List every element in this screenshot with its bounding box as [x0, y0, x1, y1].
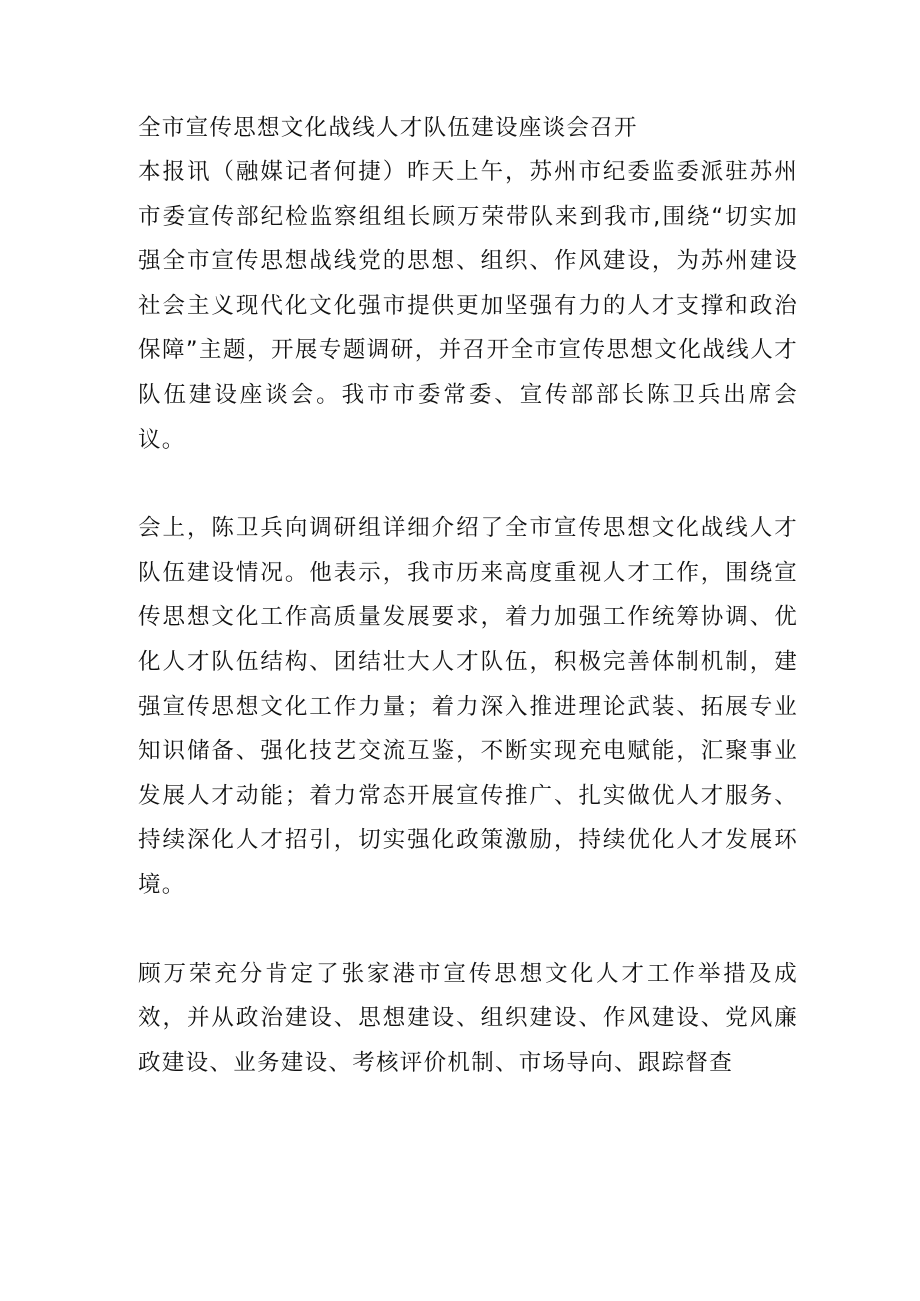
- paragraph-remarks: 顾万荣充分肯定了张家港市宣传思想文化人才工作举措及成效，并从政治建设、思想建设、组织建设、作风建设、党风廉政建设、业务建设、考核评价机制、市场导向、跟踪督查: [138, 960, 798, 1076]
- paragraph-meeting: 会上，陈卫兵向调研组详细介绍了全市宣传思想文化战线人才队伍建设情况。他表示，我市历来高度重视人才工作，围绕宣传思想文化工作高质量发展要求，着力加强工作统筹协调、优化人才队伍结构、团结壮大人才队伍，积极完善体制机制，建强宣传思想文化工作力量；着力深入推进理论武装、拓展专业知识储备、强化技艺交流互鉴，不断实现充电赋能，汇聚事业发展人才动能；着力常态开展宣传推广、扎实做优人才服务、持续深化人才招引，切实强化政策激励，持续优化人才发展环境。: [138, 515, 798, 898]
- article-title: 全市宣传思想文化战线人才队伍建设座谈会召开: [138, 115, 638, 141]
- paragraph-intro: 本报讯（融媒记者何捷）昨天上午，苏州市纪委监委派驻苏州市委宣传部纪检监察组组长顾万荣带队来到我市,围绕“切实加强全市宣传思想战线党的思想、组织、作风建设，为苏州建设社会主义现代化文化强市提供更加坚强有力的人才支撑和政治保障”主题，开展专题调研，并召开全市宣传思想文化战线人才队伍建设座谈会。我市市委常委、宣传部部长陈卫兵出席会议。: [138, 159, 798, 453]
- article-body: [138, 106, 798, 1085]
